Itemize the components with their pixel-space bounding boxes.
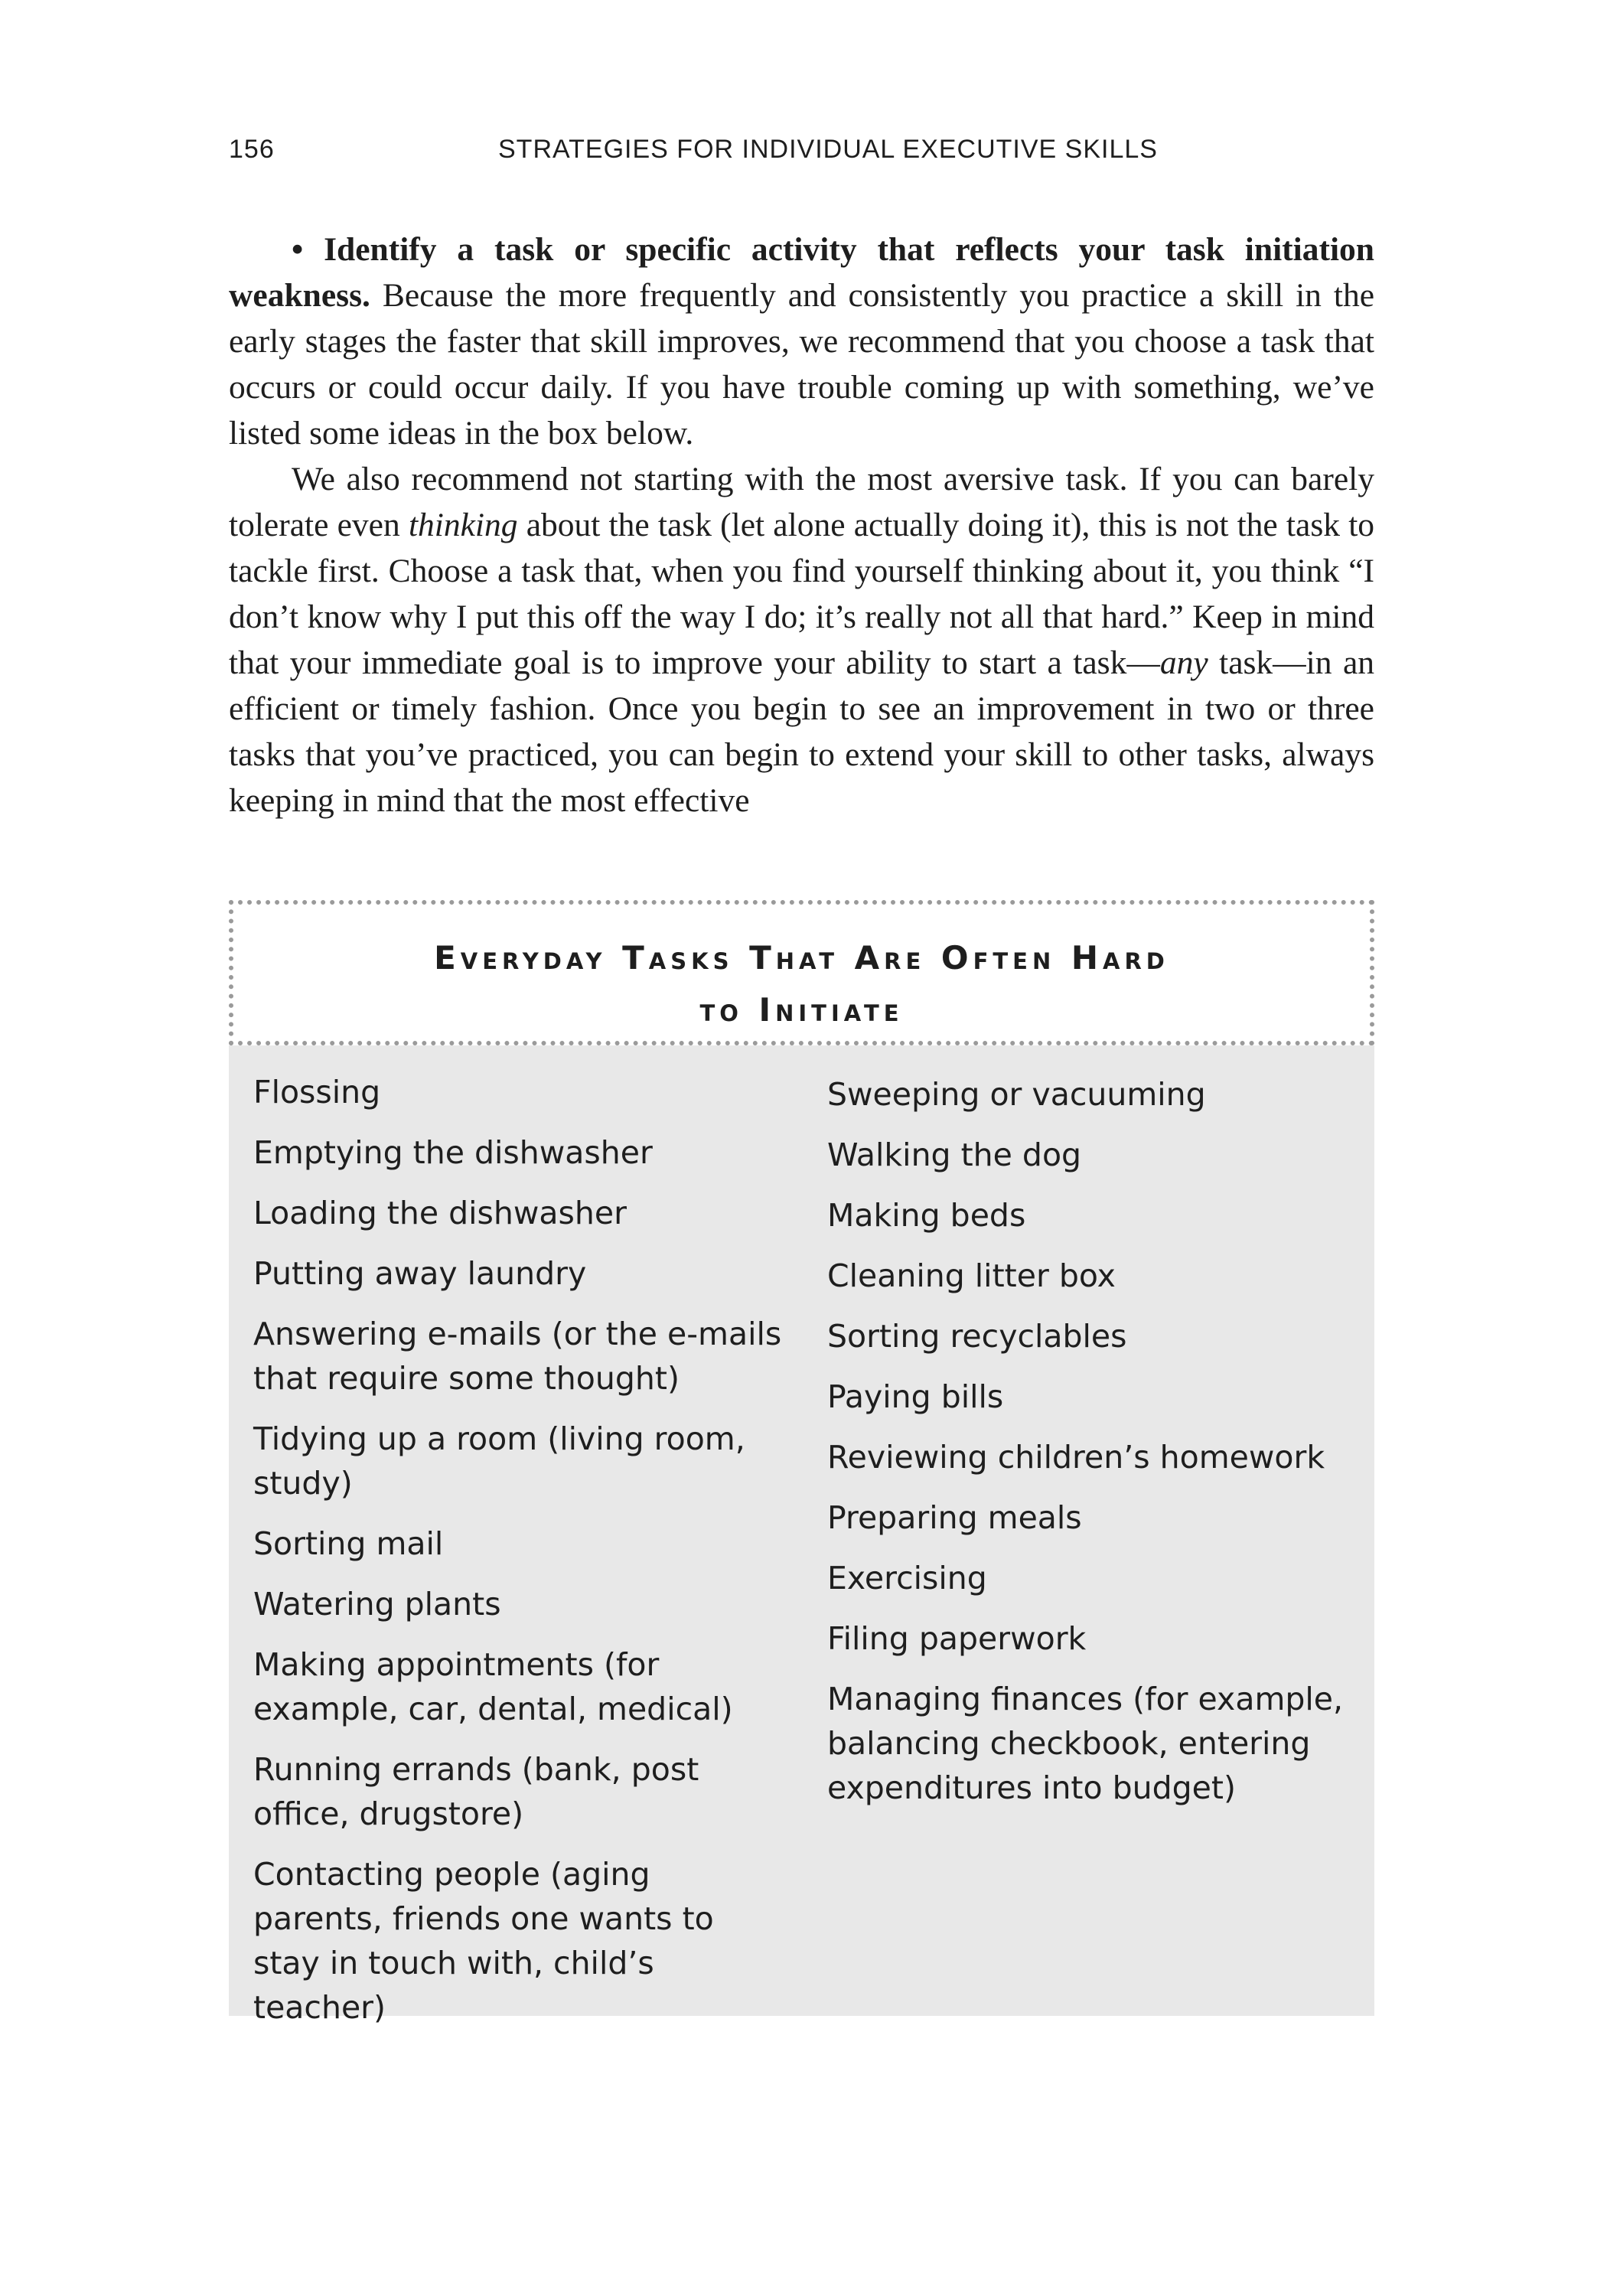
task-list-item: Contacting people (aging parents, friends one wants to stay in touch with, child’s teacher) [253, 1856, 714, 2026]
task-box-title-line-1: Everyday Tasks That Are Often Hard [434, 939, 1169, 977]
section-title: STRATEGIES FOR INDIVIDUAL EXECUTIVE SKILLS [498, 135, 1158, 164]
running-head [229, 135, 1374, 173]
task-list-item: Managing finances (for example, balancing checkbook, entering expenditures into budget) [827, 1681, 1344, 1806]
task-list-right [827, 1072, 1355, 1826]
paragraph-2-text-b: about the task (let alone actually doing it), this is not the task to tackle first. Choose a task that, when you find yourself thinking about it, you think “I don’t know why I put this off the way I do; it’s really not all that hard.” Keep in mind that your immediate goal is to improve your ability to start a task— [229, 507, 1375, 681]
task-box-title-line-2: to Initiate [699, 991, 904, 1029]
task-box-header [229, 900, 1374, 1045]
task-list-item: Running errands (bank, post office, drugstore) [253, 1751, 699, 1832]
page-number: 156 [229, 135, 275, 164]
emphasis-any: any [1159, 644, 1208, 681]
body-text [229, 227, 1374, 823]
task-box-title [233, 932, 1370, 1036]
paragraph-2-text-c: task—in an efficient or timely fashion. Once you begin to see an improvement in two or three tasks that you’ve practiced, you can begin to extend your skill to other tasks, always keeping in mind that the most effective [229, 644, 1374, 819]
task-list-item: Loading the dishwasher [253, 1195, 627, 1231]
task-list-item: Reviewing children’s homework [827, 1439, 1325, 1476]
task-list-left [253, 1070, 789, 2046]
paragraph-1 [229, 227, 1374, 456]
task-list-item: Sweeping or vacuuming [827, 1076, 1206, 1113]
task-list-item: Making appointments (for example, car, dental, medical) [253, 1646, 733, 1727]
task-list-item: Answering e-mails (or the e-mails that require some thought) [253, 1316, 782, 1397]
task-list-item: Sorting mail [253, 1525, 444, 1562]
paragraph-1-text: Because the more frequently and consistently you practice a skill in the early stages the faster that skill improves, we recommend that you choose a task that occurs or could occur daily. If you have trouble coming up with something, we’ve listed some ideas in the box below. [229, 277, 1375, 452]
task-box-body [229, 1045, 1374, 2026]
task-list-item: Sorting recyclables [827, 1318, 1127, 1355]
task-list-item: Emptying the dishwasher [253, 1134, 653, 1171]
paragraph-lead-in: • Identify a task or specific activity that reflects your task initiation weakness. [229, 231, 1374, 314]
paragraph-2-text-a: We also recommend not starting with the most aversive task. If you can barely tolerate even [229, 461, 1374, 543]
emphasis-thinking: thinking [408, 507, 518, 543]
task-list-item: Preparing meals [827, 1499, 1082, 1536]
task-list-item: Flossing [253, 1074, 381, 1110]
task-list-item: Walking the dog [827, 1137, 1082, 1173]
task-list-item: Tidying up a room (living room, study) [253, 1420, 745, 1502]
task-list-item: Filing paperwork [827, 1620, 1087, 1657]
task-list-item: Paying bills [827, 1378, 1004, 1415]
task-list-item: Exercising [827, 1560, 987, 1596]
task-box [229, 900, 1374, 2026]
task-list-item: Watering plants [253, 1586, 501, 1623]
paragraph-2 [229, 456, 1374, 823]
task-list-item: Putting away laundry [253, 1255, 587, 1292]
task-list-item: Cleaning litter box [827, 1257, 1116, 1294]
task-list-item: Making beds [827, 1197, 1026, 1234]
